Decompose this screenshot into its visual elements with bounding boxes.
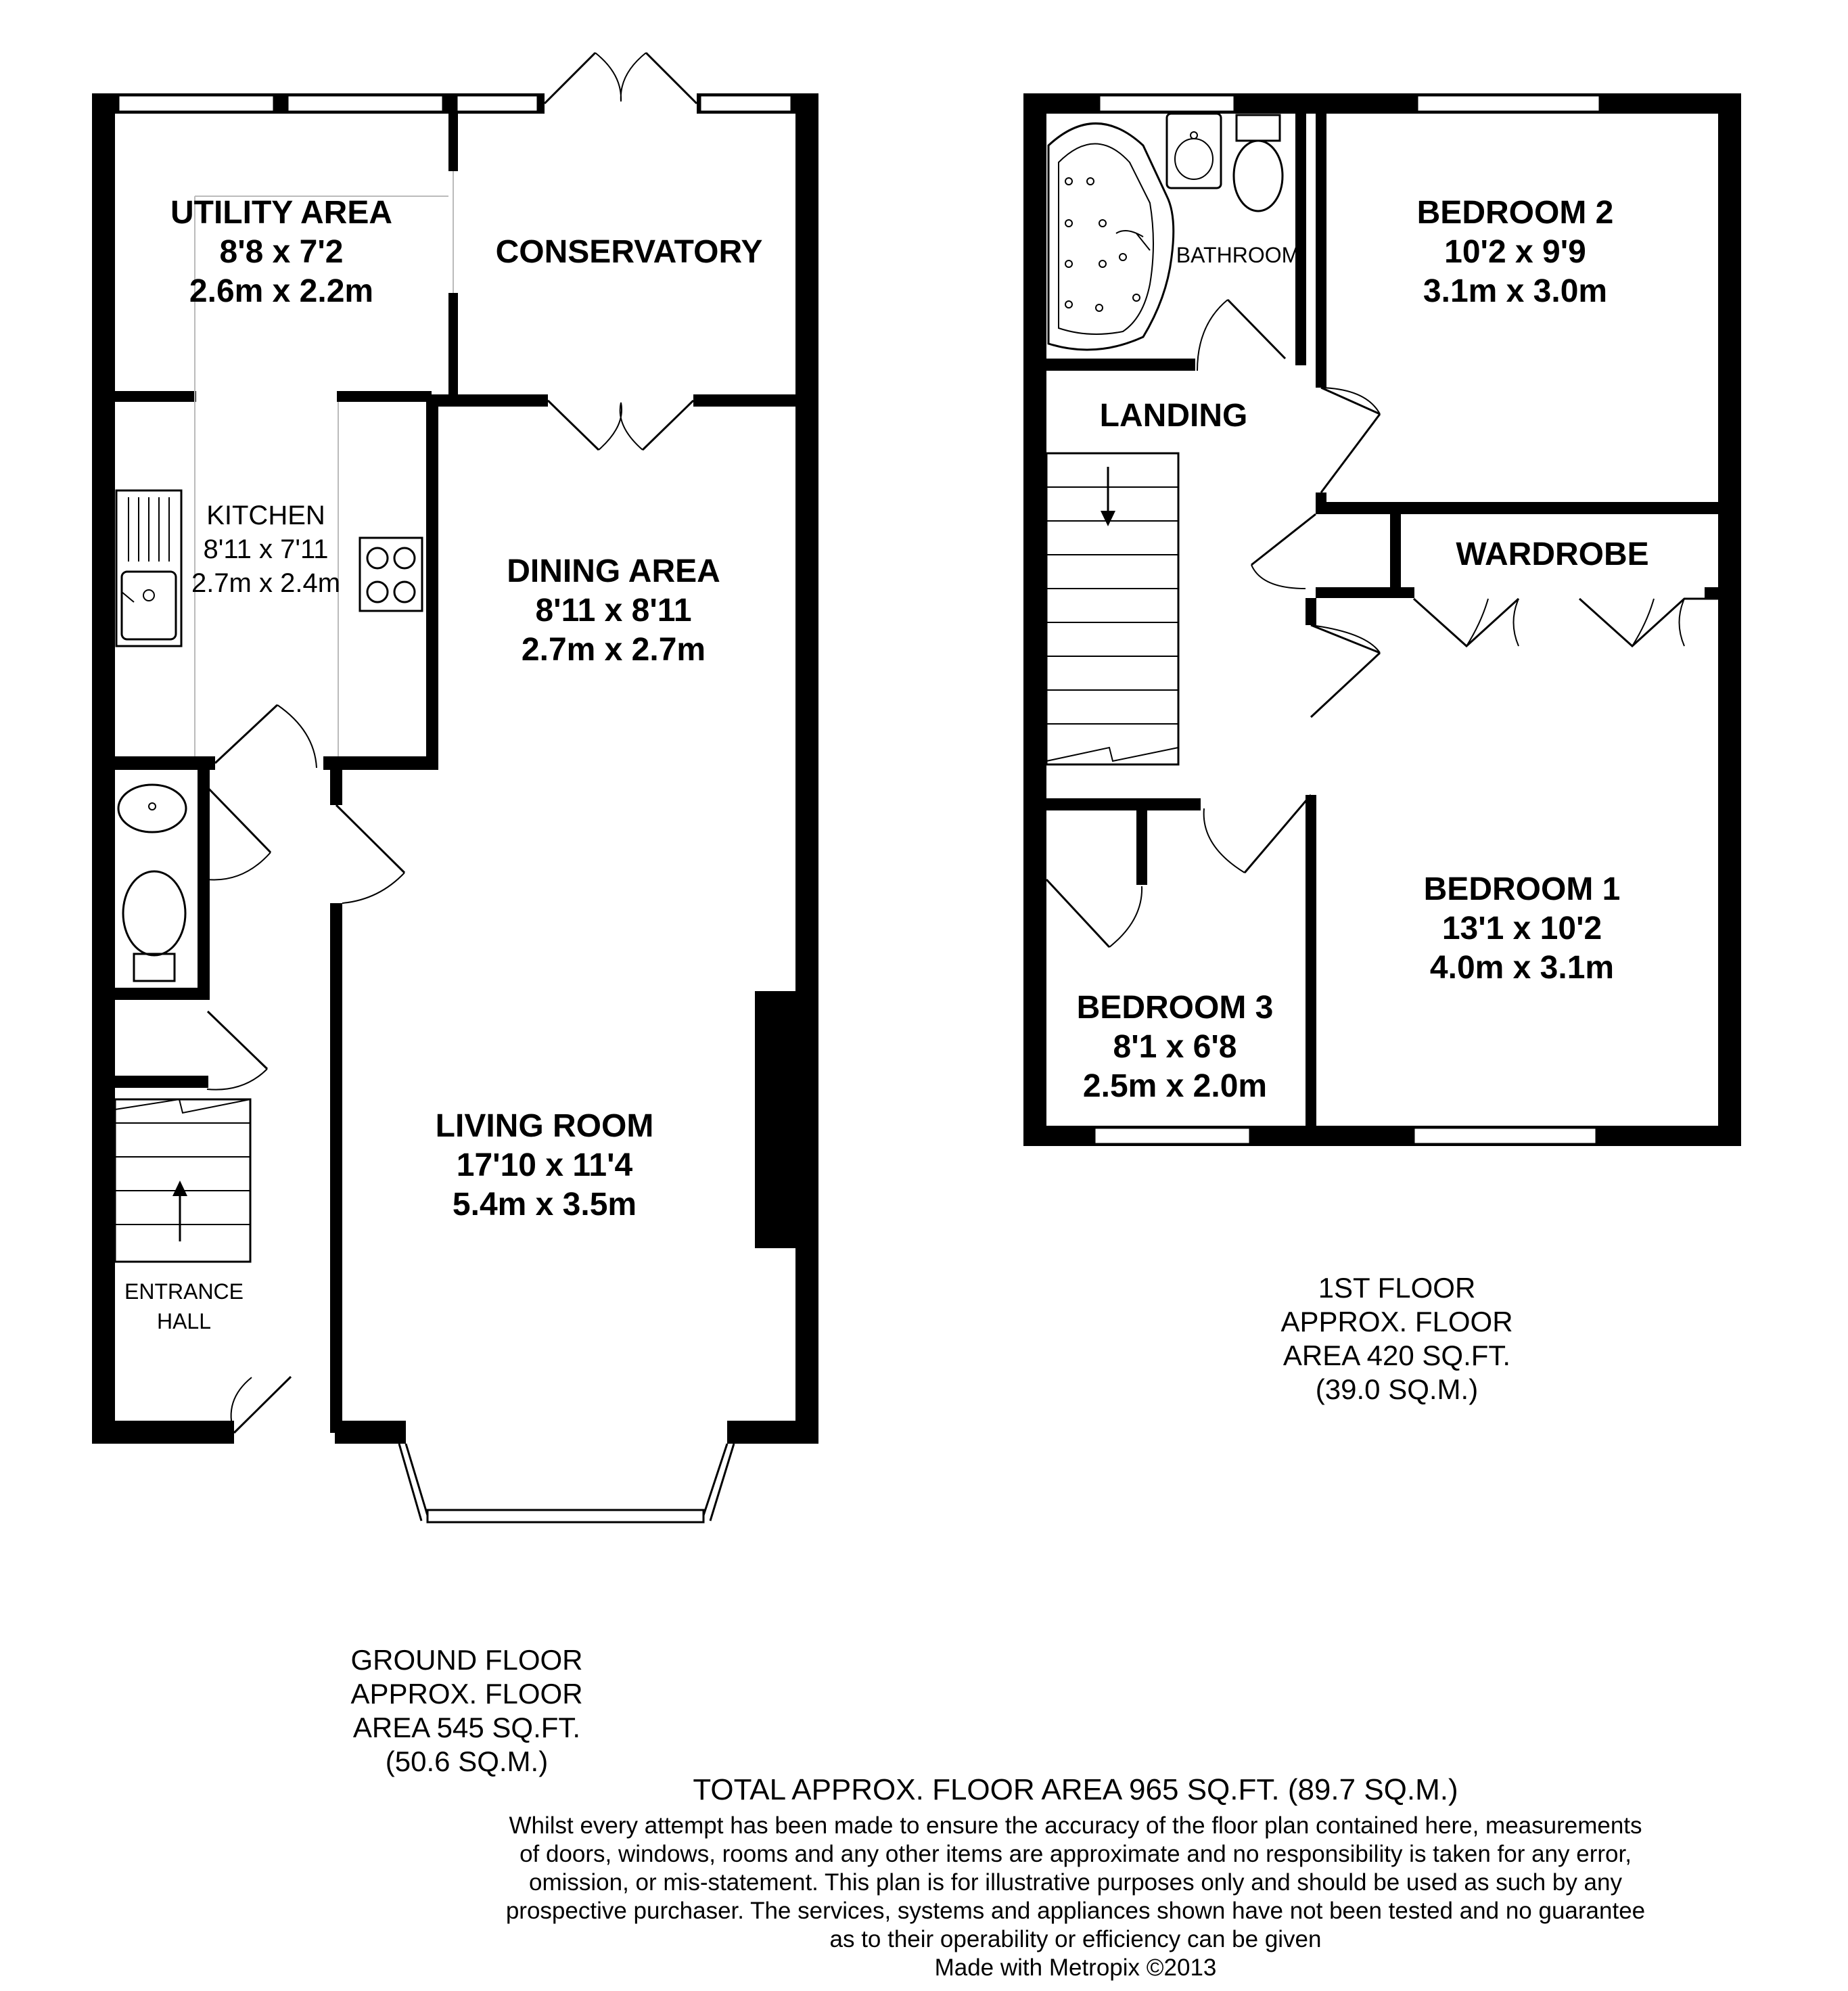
room-entrance-hall bbox=[124, 1279, 244, 1333]
room-name: KITCHEN bbox=[206, 501, 325, 530]
total-floor-area: TOTAL APPROX. FLOOR AREA 965 SQ.FT. (89.7 SQ.M.) bbox=[693, 1773, 1458, 1806]
room-size-metric: 2.6m x 2.2m bbox=[189, 273, 374, 309]
summary-line: 1ST FLOOR bbox=[1318, 1272, 1476, 1304]
room-bathroom bbox=[1176, 243, 1300, 267]
room-size-imperial: 8'11 x 8'11 bbox=[535, 593, 692, 628]
summary-line: APPROX. FLOOR bbox=[350, 1678, 583, 1710]
room-bedroom-2 bbox=[1417, 195, 1614, 309]
summary-line: AREA 545 SQ.FT. bbox=[352, 1712, 581, 1743]
room-dining-area bbox=[507, 553, 720, 668]
disclaimer-line: as to their operability or efficiency can be given bbox=[829, 1926, 1322, 1952]
room-name: WARDROBE bbox=[1456, 536, 1649, 572]
room-name: DINING AREA bbox=[507, 553, 720, 589]
room-wardrobe bbox=[1456, 536, 1648, 572]
disclaimer-line: Whilst every attempt has been made to ensure the accuracy of the floor plan contained here, measurements bbox=[509, 1812, 1642, 1839]
room-size-imperial: 13'1 x 10'2 bbox=[1441, 911, 1602, 946]
disclaimer-line: omission, or mis-statement. This plan is for illustrative purposes only and should be used as such by any bbox=[529, 1869, 1622, 1896]
disclaimer-line: of doors, windows, rooms and any other items are approximate and no responsibility is taken for any error, bbox=[519, 1841, 1632, 1867]
room-name: BATHROOM bbox=[1176, 243, 1300, 267]
ground-floor-summary bbox=[350, 1644, 582, 1777]
summary-line: APPROX. FLOOR bbox=[1280, 1306, 1513, 1337]
room-landing bbox=[1100, 398, 1248, 434]
room-size-metric: 4.0m x 3.1m bbox=[1429, 950, 1615, 986]
room-utility-area bbox=[170, 195, 392, 309]
room-size-imperial: 10'2 x 9'9 bbox=[1444, 234, 1586, 270]
room-size-imperial: 17'10 x 11'4 bbox=[456, 1147, 633, 1183]
room-size-metric: 2.5m x 2.0m bbox=[1082, 1068, 1268, 1104]
room-living-room bbox=[436, 1108, 654, 1222]
room-name: BEDROOM 1 bbox=[1423, 871, 1621, 907]
room-name: BEDROOM 2 bbox=[1416, 195, 1614, 231]
first-floor-plan bbox=[1023, 93, 1741, 1146]
room-size-metric: 2.7m x 2.7m bbox=[521, 632, 706, 668]
first-floor-summary bbox=[1280, 1272, 1512, 1405]
room-size-metric: 5.4m x 3.5m bbox=[452, 1187, 637, 1222]
room-bedroom-3 bbox=[1077, 990, 1274, 1104]
room-size-metric: 3.1m x 3.0m bbox=[1423, 273, 1608, 309]
disclaimer bbox=[433, 1812, 1718, 1954]
summary-line: (39.0 SQ.M.) bbox=[1315, 1373, 1479, 1405]
footer-notes bbox=[433, 1771, 1718, 1982]
room-size-imperial: 8'1 x 6'8 bbox=[1113, 1029, 1237, 1065]
summary-line: AREA 420 SQ.FT. bbox=[1283, 1340, 1511, 1371]
room-bedroom-1 bbox=[1424, 871, 1621, 986]
credit: Made with Metropix ©2013 bbox=[934, 1954, 1217, 1981]
room-size-metric: 2.7m x 2.4m bbox=[191, 568, 341, 598]
room-kitchen bbox=[191, 501, 340, 598]
room-name: LANDING bbox=[1099, 398, 1248, 434]
room-name: UTILITY AREA bbox=[170, 195, 393, 231]
room-name: BEDROOM 3 bbox=[1076, 990, 1274, 1026]
summary-line: (50.6 SQ.M.) bbox=[385, 1745, 549, 1777]
room-name-line-1: ENTRANCE bbox=[124, 1279, 244, 1304]
room-name-line-2: HALL bbox=[156, 1309, 212, 1333]
room-conservatory bbox=[496, 234, 763, 270]
room-size-imperial: 8'8 x 7'2 bbox=[219, 234, 344, 270]
room-size-imperial: 8'11 x 7'11 bbox=[203, 534, 329, 564]
room-name: LIVING ROOM bbox=[435, 1108, 654, 1144]
room-name: CONSERVATORY bbox=[495, 234, 763, 270]
summary-line: GROUND FLOOR bbox=[350, 1644, 583, 1676]
disclaimer-line: prospective purchaser. The services, systems and appliances shown have not been tested and no guarantee bbox=[505, 1898, 1646, 1924]
